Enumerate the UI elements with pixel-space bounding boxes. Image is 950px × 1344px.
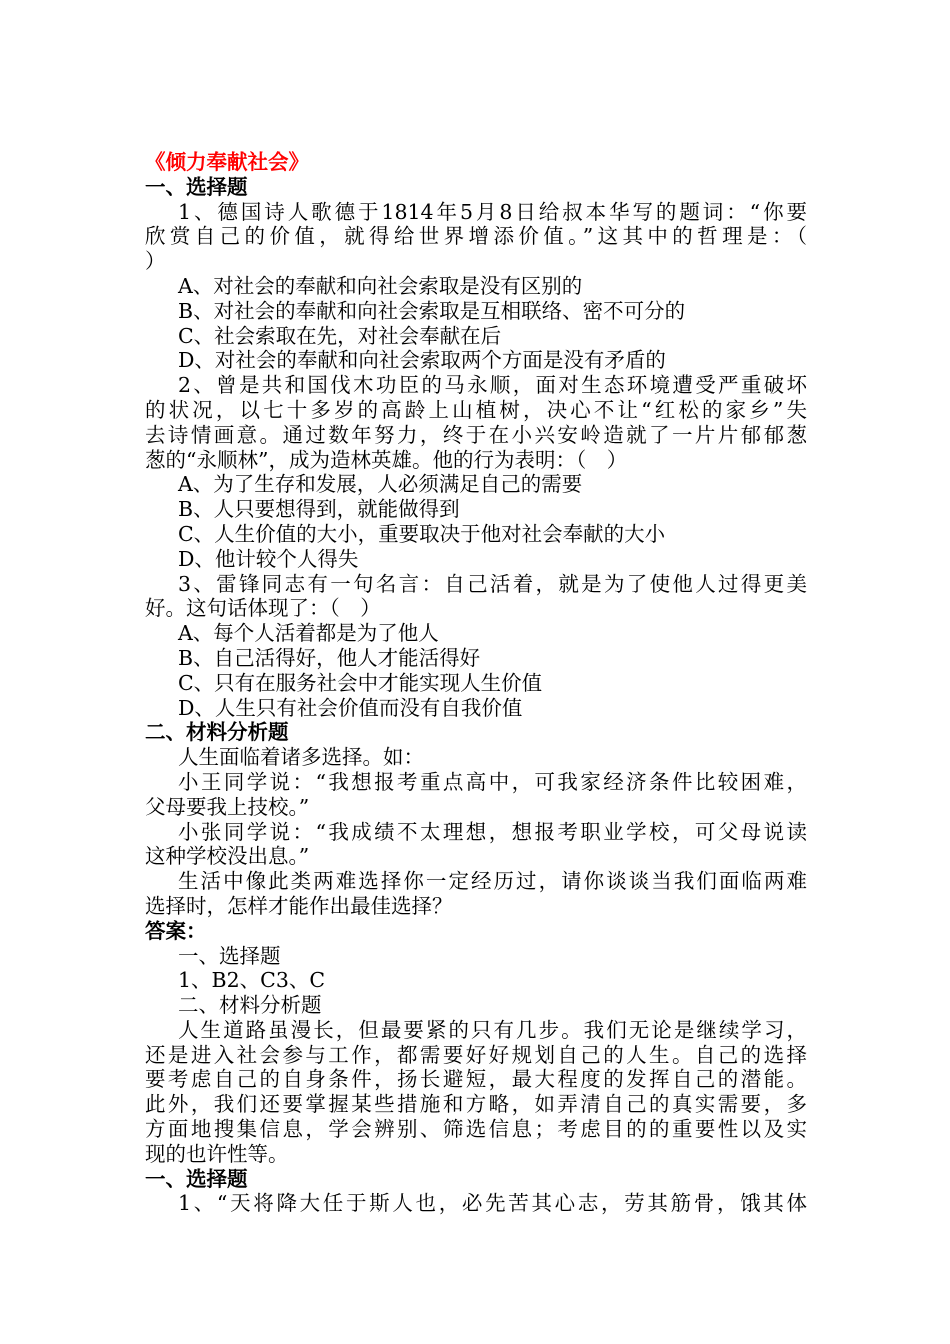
paragraph-line: 一、选择题	[178, 943, 281, 968]
paragraph-line: C、人生价值的大小，重要取决于他对社会奉献的大小	[178, 521, 666, 546]
paragraph-line: 人生面临着诸多选择。如：	[178, 745, 424, 770]
document-title: 《倾力奉献社会》	[145, 150, 309, 174]
paragraph-line: D、人生只有社会价值而没有自我价值	[178, 695, 523, 720]
paragraph-continuation-line: 方面地搜集信息，学会辨别、筛选信息；考虑目的的重要性以及实	[145, 1117, 807, 1142]
paragraph-line: 3、雷锋同志有一句名言：自己活着，就是为了使他人过得更美	[178, 571, 807, 596]
paragraph-line: A、对社会的奉献和向社会索取是没有区别的	[178, 273, 583, 298]
paragraph-continuation-line: 这种学校没出息。”	[145, 844, 310, 869]
paragraph-continuation-line: 去诗情画意。通过数年努力，终于在小兴安岭造就了一片片郁郁葱	[145, 422, 807, 447]
section-heading: 一、选择题	[145, 174, 248, 199]
paragraph-line: 1、“天将降大任于斯人也，必先苦其心志，劳其筋骨，饿其体	[178, 1191, 807, 1216]
section-heading: 二、材料分析题	[145, 720, 289, 745]
paragraph-line: 小张同学说：“我成绩不太理想，想报考职业学校，可父母说读	[178, 819, 807, 844]
paragraph-line: 人生道路虽漫长，但最要紧的只有几步。我们无论是继续学习，	[178, 1017, 807, 1042]
paragraph-continuation-line: 葱的“永顺林”，成为造林英雄。他的行为表明：（ ）	[145, 447, 628, 472]
paragraph-continuation-line: 此外，我们还要掌握某些措施和方略，如弄清自己的真实需要，多	[145, 1092, 807, 1117]
section-heading: 答案：	[145, 918, 207, 943]
paragraph-line: C、社会索取在先，对社会奉献在后	[178, 323, 502, 348]
paragraph-line: 二、材料分析题	[178, 993, 322, 1018]
paragraph-continuation-line: 要考虑自己的自身条件，扬长避短，最大程度的发挥自己的潜能。	[145, 1067, 807, 1092]
paragraph-line: C、只有在服务社会中才能实现人生价值	[178, 670, 543, 695]
paragraph-continuation-line: 好。这句话体现了：（ ）	[145, 596, 381, 621]
paragraph-continuation-line: 的状况，以七十多岁的高龄上山植树，决心不让“红松的家乡”失	[145, 397, 807, 422]
paragraph-continuation-line: 现的也许性等。	[145, 1141, 289, 1166]
paragraph-line: A、每个人活着都是为了他人	[178, 621, 439, 646]
paragraph-line: B、对社会的奉献和向社会索取是互相联络、密不可分的	[178, 298, 686, 323]
paragraph-line: B、人只要想得到，就能做得到	[178, 497, 460, 522]
paragraph-line: B、自己活得好，他人才能活得好	[178, 645, 481, 670]
paragraph-continuation-line: ）	[145, 249, 166, 274]
paragraph-line: 小王同学说：“我想报考重点高中，可我家经济条件比较困难，	[178, 769, 807, 794]
paragraph-line: 2、曾是共和国伐木功臣的马永顺，面对生态环境遭受严重破坏	[178, 373, 807, 398]
paragraph-line: A、为了生存和发展，人必须满足自己的需要	[178, 472, 583, 497]
paragraph-line: D、他计较个人得失	[178, 546, 359, 571]
paragraph-continuation-line: 还是进入社会参与工作，都需要好好规划自己的人生。自己的选择	[145, 1042, 807, 1067]
paragraph-continuation-line: 选择时，怎样才能作出最佳选择？	[145, 893, 453, 918]
paragraph-line: 1、德国诗人歌德于1814年5月8日给叔本华写的题词：“你要	[178, 199, 807, 224]
paragraph-line: 生活中像此类两难选择你一定经历过，请你谈谈当我们面临两难	[178, 869, 807, 894]
paragraph-line: D、对社会的奉献和向社会索取两个方面是没有矛盾的	[178, 348, 666, 373]
section-heading: 一、选择题	[145, 1166, 248, 1191]
document-body	[145, 150, 807, 1216]
paragraph-continuation-line: 欣赏自己的价值，就得给世界增添价值。”这其中的哲理是：（	[145, 224, 807, 249]
paragraph-continuation-line: 父母要我上技校。”	[145, 794, 310, 819]
paragraph-line: 1、B2、C3、C	[178, 968, 326, 993]
